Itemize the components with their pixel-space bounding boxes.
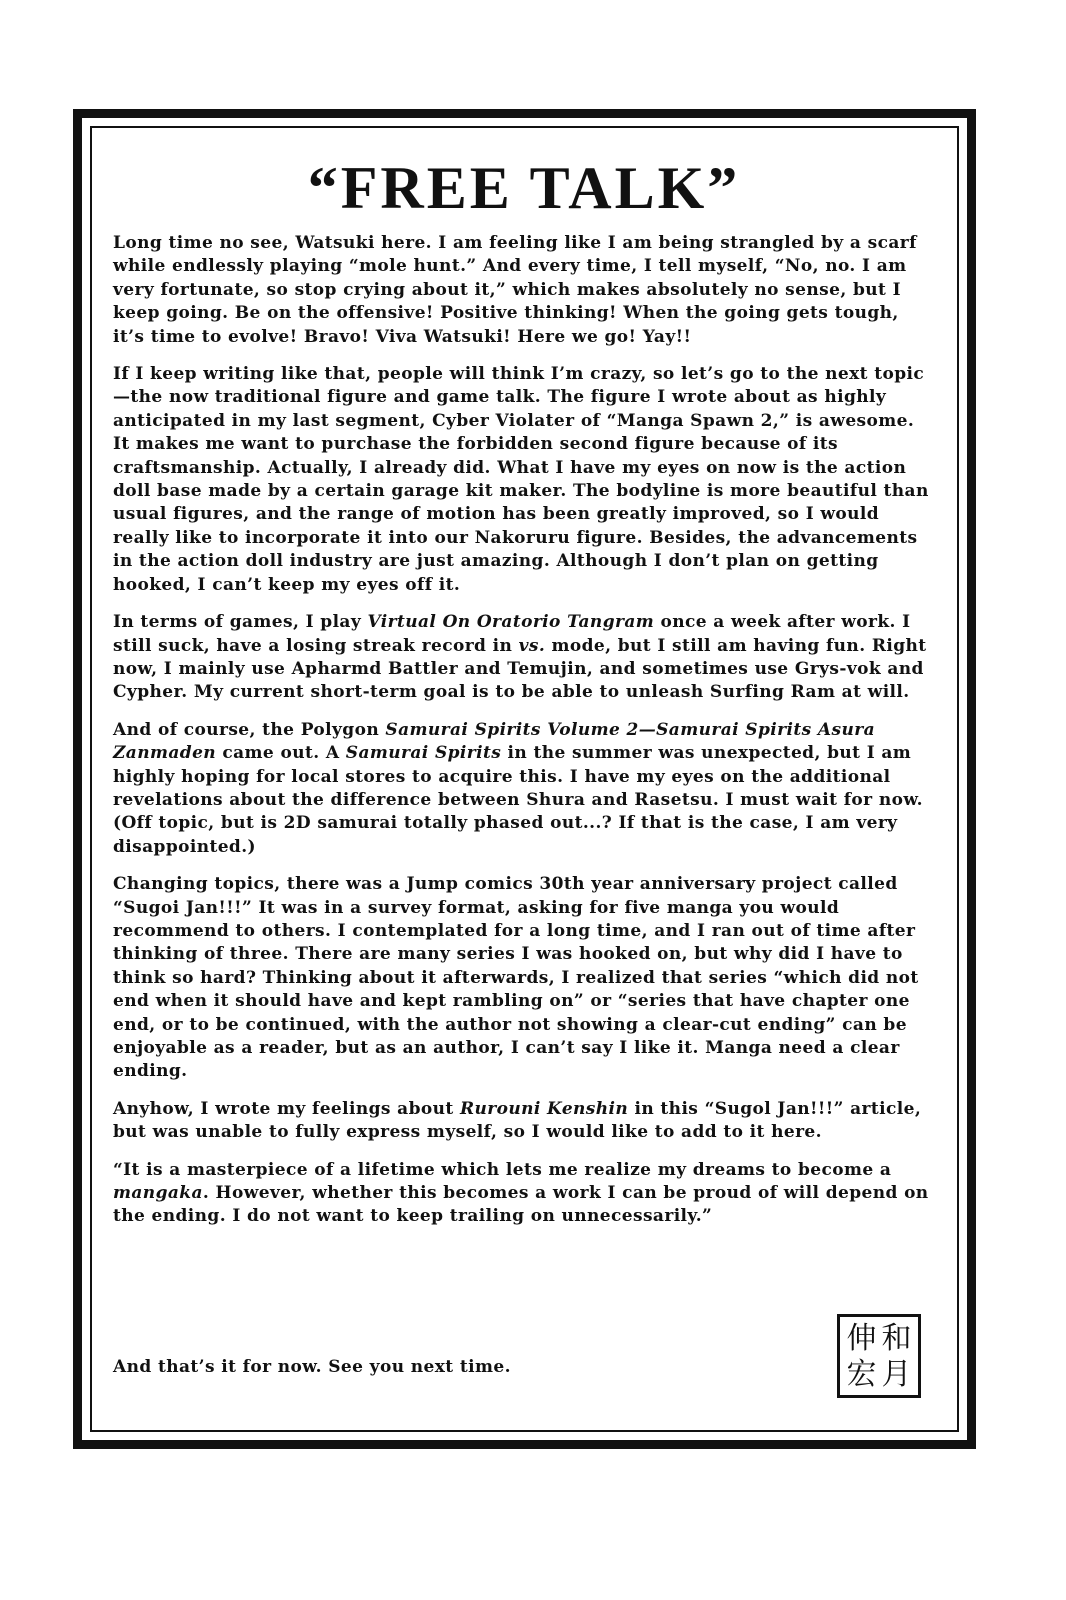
paragraph-text: And of course, the Polygon bbox=[113, 719, 386, 740]
paragraph-text: came out. A bbox=[216, 743, 346, 764]
paragraph bbox=[113, 1098, 935, 1145]
paragraph-text: once a week after work. I still suck, have a losing streak record in bbox=[113, 612, 911, 656]
italic-title-text: mangaka bbox=[113, 1183, 203, 1204]
paragraph bbox=[113, 363, 935, 597]
free-talk-frame bbox=[73, 109, 976, 1449]
seal-char: 伸 bbox=[846, 1321, 877, 1356]
italic-title-text: Samurai Spirits bbox=[345, 743, 502, 764]
author-seal-stamp bbox=[837, 1314, 921, 1398]
paragraph bbox=[113, 611, 935, 705]
paragraph-text: In terms of games, I play bbox=[113, 612, 368, 633]
paragraph bbox=[113, 1159, 935, 1229]
seal-char: 宏 bbox=[846, 1357, 877, 1392]
paragraph-text: Anyhow, I wrote my feelings about bbox=[113, 1098, 460, 1119]
italic-title-text: Rurouni Kenshin bbox=[459, 1098, 629, 1119]
paragraph bbox=[113, 873, 935, 1084]
paragraph-text: “It is a masterpiece of a lifetime which lets me realize my dreams to become a bbox=[113, 1159, 892, 1180]
paragraph bbox=[113, 719, 935, 859]
paragraph-text: mode, but I still am having fun. Right now, I mainly use Apharmd Battler and Temujin, and sometimes use Grys-vok and Cypher. My current short-term goal is to be able to unleash Surfing Ram at will. bbox=[113, 635, 927, 703]
signoff-text: And that’s it for now. See you next time. bbox=[113, 1357, 511, 1377]
inner-border bbox=[90, 126, 959, 1432]
paragraph-text: If I keep writing like that, people will think I’m crazy, so let’s go to the next topic—the now traditional figure and game talk. The figure I wrote about as highly anticipated in my last segment, Cyber Violater of “Manga Spawn 2,” is awesome. It makes me want to purchase the forbidden second figure because of its craftsmanship. Actually, I already did. What I have my eyes on now is the action doll base made by a certain garage kit maker. The bodyline is more beautiful than usual figures, and the range of motion has been greatly improved, so I would really like to incorporate it into our Nakoruru figure. Besides, the advancements in the action doll industry are just amazing. Although I don’t plan on getting hooked, I can’t keep my eyes off it. bbox=[113, 364, 929, 595]
seal-char: 和 bbox=[881, 1321, 912, 1356]
italic-title-text: vs. bbox=[518, 635, 546, 656]
paragraph-text: Long time no see, Watsuki here. I am feeling like I am being strangled by a scarf while endlessly playing “mole hunt.” And every time, I tell myself, “No, no. I am very fortunate, so stop crying about it,” which makes absolutely no sense, but I keep going. Be on the offensive! Positive thinking! When the going gets tough, it’s time to evolve! Bravo! Viva Watsuki! Here we go! Yay!! bbox=[113, 233, 917, 347]
paragraph-text: Changing topics, there was a Jump comics 30th year anniversary project called “Sugoi Jan!!!” It was in a survey format, asking for five manga you would recommend to others. I contemplated for a long time, and I ran out of time after thinking of three. There are many series I was hooked on, but why did I have to think so hard? Thinking about it afterwards, I realized that series “which did not end when it should have and kept rambling on” or “series that have chapter one end, or to be continued, with the author not showing a clear-cut ending” can be enjoyable as a reader, but as an author, I can’t say I like it. Manga need a clear ending. bbox=[113, 874, 919, 1082]
paragraph-text: . However, whether this becomes a work I can be proud of will depend on the ending. I do not want to keep trailing on unnecessarily.” bbox=[113, 1183, 929, 1227]
page-title: “FREE TALK” bbox=[307, 155, 741, 221]
italic-title-text: Samurai Spirits Volume 2—Samurai Spirits Asura Zanmaden bbox=[113, 719, 875, 764]
paragraph-text: in the summer was unexpected, but I am highly hoping for local stores to acquire this. I have my eyes on the additional revelations about the difference between Shura and Rasetsu. I must wait for now. (Off topic, but is 2D samurai totally phased out...? If that is the case, I am very disappointed.) bbox=[113, 743, 923, 857]
italic-title-text: Virtual On Oratorio Tangram bbox=[367, 612, 655, 633]
free-talk-content bbox=[113, 155, 935, 1243]
paragraph-text: in this “Sugol Jan!!!” article, but was unable to fully express myself, so I would like to add to it here. bbox=[113, 1098, 922, 1143]
seal-char: 月 bbox=[881, 1357, 912, 1392]
paragraph bbox=[113, 232, 935, 349]
